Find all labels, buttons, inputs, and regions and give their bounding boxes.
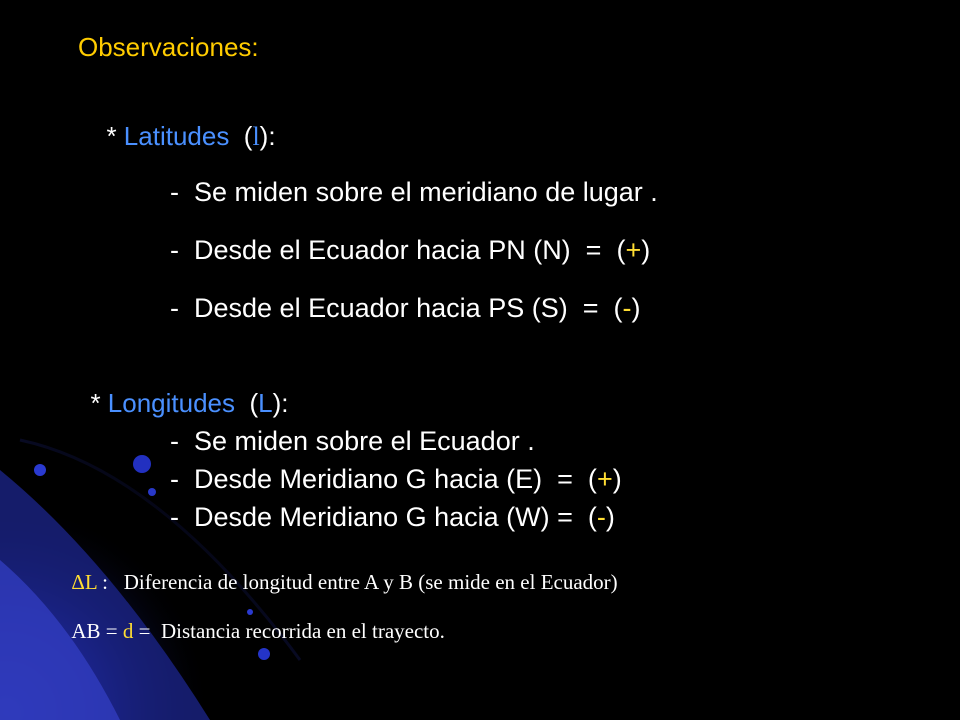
longitudes-item-text: - Se miden sobre el Ecuador .: [170, 426, 535, 456]
ab-prefix: AB =: [71, 619, 123, 643]
delta-l-symbol: ΔL: [71, 570, 97, 594]
latitudes-close-paren: ):: [259, 121, 276, 151]
longitudes-label: Longitudes: [107, 388, 236, 418]
delta-l-note: [62, 545, 618, 595]
paren-close: ): [641, 235, 651, 265]
latitudes-item-text: - Se miden sobre el meridiano de lugar .: [170, 177, 658, 207]
latitudes-label: Latitudes: [123, 121, 230, 151]
latitudes-item-text: - Desde el Ecuador hacia PN (N) = (: [170, 235, 626, 265]
longitudes-item-text: - Desde Meridiano G hacia (W) = (: [170, 502, 597, 532]
ab-note: [62, 594, 445, 644]
longitudes-item-3: [155, 471, 615, 533]
sign-negative: -: [622, 293, 632, 323]
latitudes-bullet: *: [106, 121, 124, 151]
paren-close: ): [612, 464, 622, 494]
latitudes-heading: [92, 90, 276, 152]
sign-negative: -: [596, 502, 606, 532]
decor-dot: [258, 648, 270, 660]
longitudes-symbol: L: [258, 388, 273, 418]
ab-var: d: [122, 619, 134, 643]
longitudes-item-text: - Desde Meridiano G hacia (E) = (: [170, 464, 597, 494]
sign-positive: +: [625, 235, 642, 265]
page-title: Observaciones:: [78, 32, 259, 62]
delta-l-separator: :: [96, 570, 124, 594]
latitudes-open-paren: (: [229, 121, 253, 151]
decor-dot: [34, 464, 46, 476]
latitudes-item-2: [155, 204, 650, 266]
latitudes-symbol: l: [252, 122, 260, 151]
latitudes-item-3: [155, 262, 640, 324]
paren-close: ): [631, 293, 641, 323]
sign-positive: +: [596, 464, 613, 494]
longitudes-close-paren: ):: [272, 388, 289, 418]
ab-suffix: = Distancia recorrida en el trayecto.: [133, 619, 445, 643]
paren-close: ): [605, 502, 615, 532]
decor-dot: [133, 455, 151, 473]
longitudes-open-paren: (: [235, 388, 259, 418]
delta-l-text: Diferencia de longitud entre A y B (se mide en el Ecuador): [123, 570, 618, 594]
longitudes-bullet: *: [90, 388, 108, 418]
latitudes-item-1: [155, 146, 658, 208]
latitudes-item-text: - Desde el Ecuador hacia PS (S) = (: [170, 293, 623, 323]
